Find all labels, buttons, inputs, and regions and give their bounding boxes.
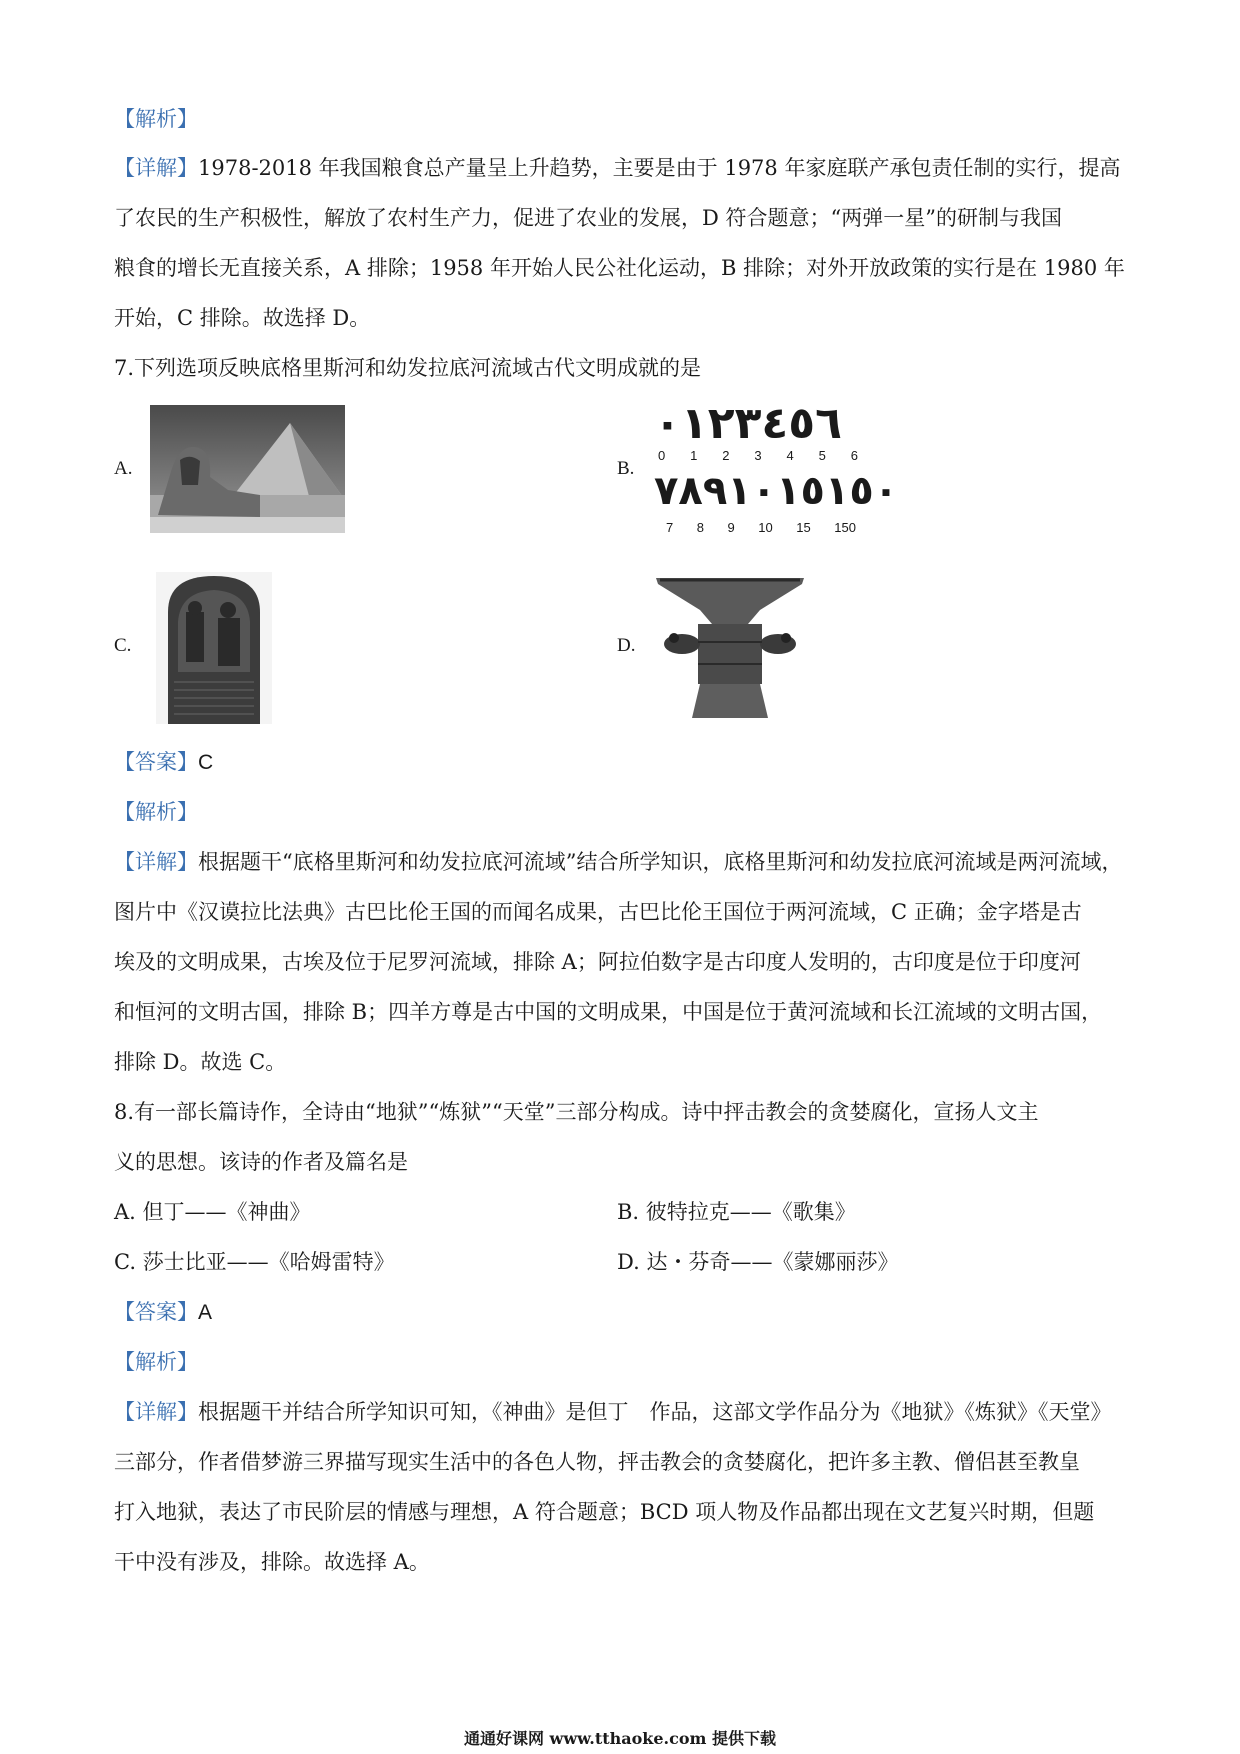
q8-question-line-1: 8.有一部长篇诗作，全诗由“地狱”“炼狱”“天堂”三部分构成。诗中抨击教会的贪婪腐化，宣扬人文主 bbox=[114, 1100, 1039, 1124]
q7-option-d-label: D. bbox=[617, 635, 636, 656]
q6-analysis-tag: 【解析】 bbox=[114, 107, 198, 131]
q8-option-b: B. 彼特拉克——《歌集》 bbox=[617, 1200, 856, 1224]
q8-detail-line-2: 三部分，作者借梦游三界描写现实生活中的各色人物，抨击教会的贪婪腐化，把许多主教、僧侣甚至教皇 bbox=[114, 1450, 1080, 1474]
q7-answer-value: C bbox=[198, 751, 214, 774]
q7-question: 7.下列选项反映底格里斯河和幼发拉底河流域古代文明成就的是 bbox=[114, 356, 702, 380]
q7-option-b-label: B. bbox=[617, 458, 635, 479]
q8-analysis-tag: 【解析】 bbox=[114, 1350, 198, 1374]
sphinx-and-pyramid-photo bbox=[150, 405, 345, 533]
q8-detail-line-1: 【详解】根据题干并结合所学知识可知，《神曲》是但丁 作品，这部文学作品分为《地狱》《炼狱》《天堂》 bbox=[114, 1400, 1112, 1424]
numerals-row-2-digits: 7 8 9 10 15 150 bbox=[666, 520, 856, 535]
q8-detail-line-3: 打入地狱，表达了市民阶层的情感与理想，A 符合题意；BCD 项人物及作品都出现在文艺复兴时期，但题 bbox=[114, 1500, 1095, 1524]
q7-analysis-tag: 【解析】 bbox=[114, 800, 198, 824]
q8-option-a: A. 但丁——《神曲》 bbox=[114, 1200, 311, 1224]
bronze-zun-vessel bbox=[652, 572, 808, 720]
numerals-row-1-glyphs: ٠١٢٣٤٥٦ bbox=[654, 398, 842, 449]
q8-answer-value: A bbox=[198, 1301, 213, 1324]
q7-option-a-label: A. bbox=[114, 458, 133, 479]
numerals-row-1-digits: 0 1 2 3 4 5 6 bbox=[658, 448, 858, 463]
q8-detail-tag: 【详解】 bbox=[114, 1400, 198, 1424]
q6-detail-line-2: 了农民的生产积极性，解放了农村生产力，促进了农业的发展，D 符合题意；“两弹一星”的研制与我国 bbox=[114, 206, 1062, 230]
q6-detail-line-1: 【详解】1978-2018 年我国粮食总产量呈上升趋势，主要是由于 1978 年家庭联产承包责任制的实行，提高 bbox=[114, 156, 1121, 180]
q7-answer bbox=[114, 737, 1130, 788]
q7-detail-line-5: 排除 D。故选 C。 bbox=[114, 1050, 287, 1074]
numerals-row-2-glyphs: ٧٨٩١٠١٥١٥٠ bbox=[654, 468, 899, 514]
arabic-numerals-chart bbox=[652, 398, 899, 540]
q6-detail-line-4: 开始，C 排除。故选择 D。 bbox=[114, 306, 371, 330]
q7-detail-line-4: 和恒河的文明古国，排除 B；四羊方尊是古中国的文明成果，中国是位于黄河流域和长江流域的文明古国， bbox=[114, 1000, 1103, 1024]
q7-detail-line-2: 图片中《汉谟拉比法典》古巴比伦王国的而闻名成果，古巴比伦王国位于两河流域，C 正确；金字塔是古 bbox=[114, 900, 1082, 924]
q8-option-c: C. 莎士比亚——《哈姆雷特》 bbox=[114, 1250, 395, 1274]
q8-detail-line-4: 干中没有涉及，排除。故选择 A。 bbox=[114, 1550, 430, 1574]
q8-answer-tag: 【答案】 bbox=[114, 1300, 198, 1324]
q8-question-line-2: 义的思想。该诗的作者及篇名是 bbox=[114, 1150, 408, 1174]
q7-option-c-label: C. bbox=[114, 635, 132, 656]
q7-detail-tag: 【详解】 bbox=[114, 850, 198, 874]
q6-detail-tag: 【详解】 bbox=[114, 156, 198, 180]
page-footer: 通通好课网 www.tthaoke.com 提供下载 bbox=[463, 1729, 777, 1748]
q6-detail-line-3: 粮食的增长无直接关系，A 排除；1958 年开始人民公社化运动，B 排除；对外开放政策的实行是在 1980 年 bbox=[114, 256, 1125, 280]
q8-option-d: D. 达・芬奇——《蒙娜丽莎》 bbox=[617, 1250, 899, 1274]
q7-detail-line-1: 【详解】根据题干“底格里斯河和幼发拉底河流域”结合所学知识，底格里斯河和幼发拉底河流域是两河流域， bbox=[114, 850, 1123, 874]
q7-answer-tag: 【答案】 bbox=[114, 750, 198, 774]
code-of-hammurabi-stele bbox=[156, 572, 272, 724]
q8-answer bbox=[114, 1287, 1130, 1338]
q7-detail-line-3: 埃及的文明成果，古埃及位于尼罗河流域，排除 A；阿拉伯数字是古印度人发明的，古印度是位于印度河 bbox=[114, 950, 1081, 974]
